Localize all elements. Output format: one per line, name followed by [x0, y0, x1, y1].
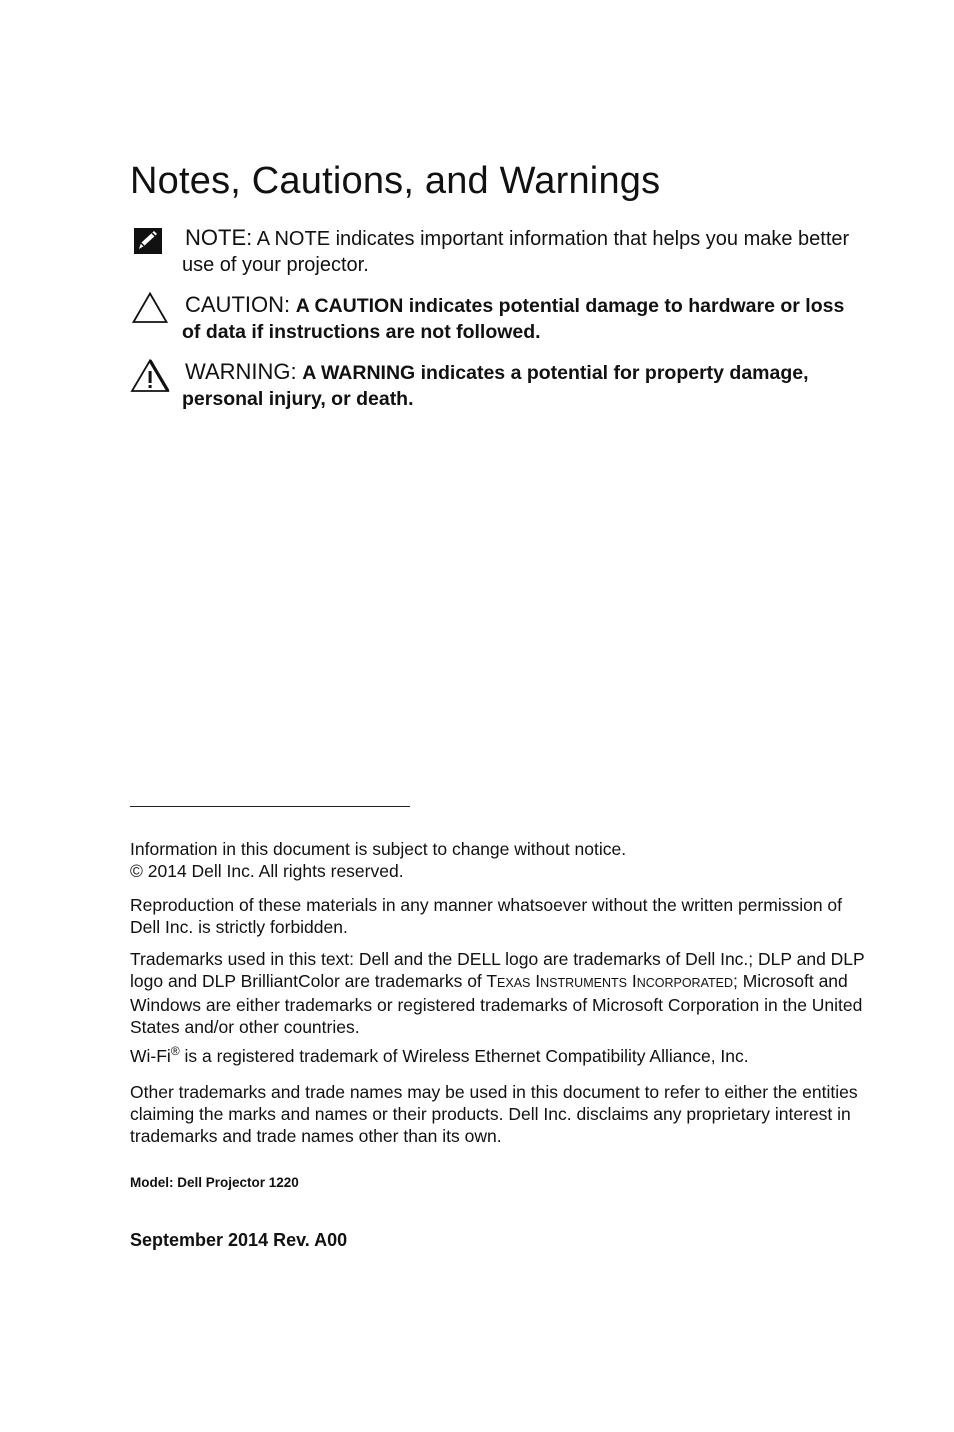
trademarks-text-start: Trademarks used in this text: Dell and the DELL logo are trademarks of Dell Inc.; DLP and DLP logo and DLP BrilliantColor are trademarks of — [130, 949, 865, 991]
warning-exclamation-icon — [128, 359, 172, 398]
note-text: A NOTE indicates important information that helps you make better use of your projector. — [182, 228, 850, 276]
change-notice-text: Information in this document is subject to change without notice. — [130, 839, 627, 859]
ti-letter-i: I — [530, 971, 541, 991]
caution-notice — [128, 292, 868, 345]
wifi-paragraph — [130, 1045, 870, 1067]
registered-mark: ® — [170, 1044, 180, 1059]
footnote-divider — [130, 806, 410, 807]
wifi-text: is a registered trademark of Wireless Ethernet Compatibility Alliance, Inc. — [179, 1046, 749, 1066]
page-title: Notes, Cautions, and Warnings — [130, 160, 661, 202]
ti-letter-t: T — [486, 971, 498, 991]
note-label: NOTE: — [185, 225, 253, 250]
trademarks-text-end: ; Microsoft and Windows are either trademarks or registered trademarks of Microsoft Corporation in the United States and/or other countries. — [130, 971, 863, 1037]
caution-label: CAUTION: — [185, 292, 291, 317]
note-pencil-icon — [128, 225, 162, 260]
ti-letter-i2: I — [626, 971, 637, 991]
model-label: Model: Dell Projector 1220 — [130, 1175, 299, 1190]
trademarks-paragraph — [130, 948, 870, 1038]
change-notice-paragraph — [130, 838, 870, 882]
ti-ncorporated: NCORPORATED — [636, 976, 733, 990]
ti-nstruments: NSTRUMENTS — [540, 976, 627, 990]
warning-notice — [128, 359, 868, 412]
caution-text: A CAUTION indicates potential damage to hardware or loss of data if instructions are not followed. — [182, 295, 845, 343]
caution-triangle-icon — [128, 292, 168, 331]
wifi-name: Wi-Fi — [130, 1046, 171, 1066]
warning-label: WARNING: — [185, 359, 297, 384]
copyright-text: © 2014 Dell Inc. All rights reserved. — [130, 861, 404, 881]
reproduction-paragraph: Reproduction of these materials in any manner whatsoever without the written permission of Dell Inc. is strictly forbidden. — [130, 895, 843, 937]
note-notice — [128, 225, 868, 278]
other-trademarks-paragraph: Other trademarks and trade names may be used in this document to refer to either the entities claiming the marks and names or their products. Dell Inc. disclaims any proprietary interest in trademarks and trade names other than its own. — [130, 1082, 858, 1146]
warning-text: A WARNING indicates a potential for property damage, personal injury, or death. — [182, 362, 809, 410]
ti-exas: EXAS — [497, 976, 531, 990]
revision-label: September 2014 Rev. A00 — [130, 1230, 348, 1250]
